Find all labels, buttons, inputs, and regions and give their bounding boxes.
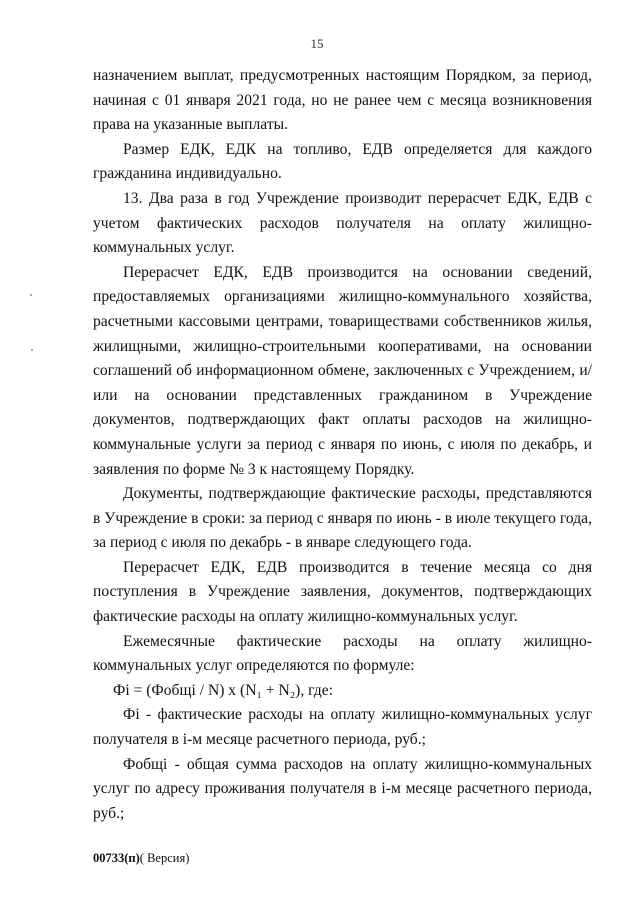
- scan-speck: [30, 294, 32, 296]
- page-number: 15: [310, 36, 324, 51]
- paragraph-recalculation-item-13: 13. Два раза в год Учреждение производит перерасчет ЕДК, ЕДВ с учетом фактических расходов получателя на оплату жилищно-коммунальных услуг.: [93, 189, 592, 257]
- document-footer: [93, 851, 189, 866]
- footer-document-code: 00733(п): [93, 851, 140, 865]
- document-body: [93, 64, 592, 826]
- paragraph-edk-size: Размер ЕДК, ЕДК на топливо, ЕДВ определяется для каждого гражданина индивидуально.: [93, 140, 592, 183]
- paragraph-documents-deadlines: Документы, подтверждающие фактические расходы, представляются в Учреждение в сроки: за период с января по июнь - в июле текущего года, за период с июля по декабрь - в январе следующего года.: [93, 485, 592, 552]
- footer-version: ( Версия): [139, 851, 190, 865]
- formula: Фi = (Фобщi / N) x (N₁ + N₂), где:: [113, 681, 333, 699]
- scan-speck: [31, 349, 33, 351]
- paragraph-fobshi-definition: Фобщi - общая сумма расходов на оплату жилищно-коммунальных услуг по адресу проживания получателя в i-м месяце расчетного периода, руб.;: [93, 755, 592, 822]
- paragraph-fi-definition: Фi - фактические расходы на оплату жилищно-коммунальных услуг получателя в i-м месяце расчетного периода, руб.;: [93, 706, 592, 749]
- paragraph-recalculation-term: Перерасчет ЕДК, ЕДВ производится в течение месяца со дня поступления в Учреждение заявления, документов, подтверждающих фактические расходы на оплату жилищно-коммунальных услуг.: [93, 558, 592, 626]
- paragraph-formula-intro: Ежемесячные фактические расходы на оплату жилищно-коммунальных услуг определяются по формуле:: [93, 632, 592, 675]
- paragraph-recalculation-basis: Перерасчет ЕДК, ЕДВ производится на основании сведений, предоставляемых организациями жилищно-коммунального хозяйства, расчетными кассовыми центрами, товариществами собственников жилья, жилищными, жилищно-строительными кооперативами, на основании соглашений об информационном обмене, заключенных с Учреждением, и/или на основании представленных гражданином в Учреждение документов, подтверждающих факт оплаты расходов на жилищно-коммунальные услуги за период с января по июнь, с июля по декабрь, и заявления по форме № 3 к настоящему Порядку.: [93, 263, 592, 478]
- paragraph-continuation: назначением выплат, предусмотренных настоящим Порядком, за период, начиная с 01 января 2021 года, но не ранее чем с месяца возникновения права на указанные выплаты.: [93, 67, 592, 134]
